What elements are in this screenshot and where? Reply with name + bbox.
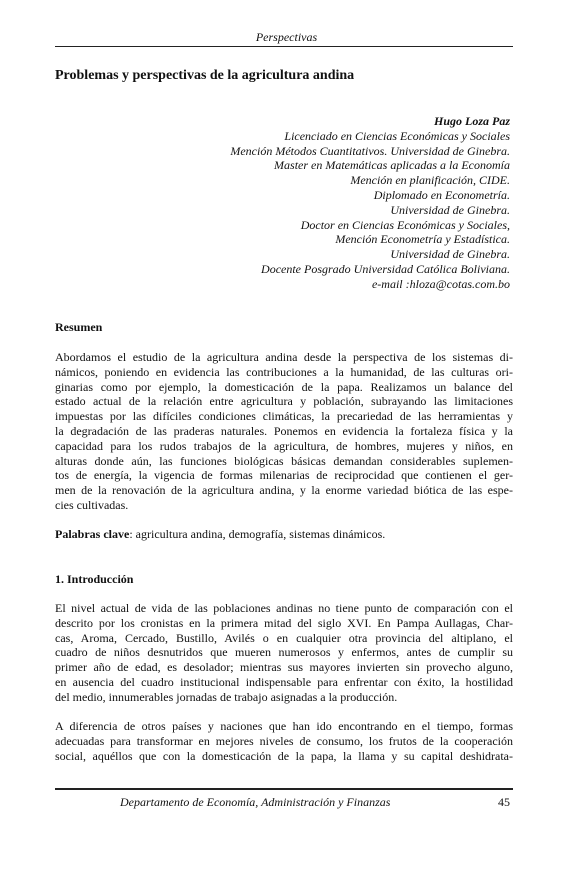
author-credential-line: Master en Matemáticas aplicadas a la Economía [274,158,510,173]
text-line: tos de energía, la vigencia de formas milenarias de reciprocidad que contienen el ger- [55,468,513,483]
text-line: El nivel actual de vida de las poblaciones andinas no tiene punto de comparación con el [55,601,513,615]
footer-department: Departamento de Economía, Administración y Finanzas [120,795,391,809]
introduction-paragraph-1 [55,601,513,705]
text-line: men de la renovación de la agricultura andina, y la enorme variedad biótica de las espe- [55,483,513,498]
text-line: primer año de edad, es desolador; mientras sus mayores invierten sin provecho alguno, [55,660,513,675]
author-name: Hugo Loza Paz [433,114,510,128]
introduction-paragraph-2 [55,719,513,763]
text-line: cies cultivadas. [55,497,129,512]
text-line: social, aquéllos que con la domesticación de la papa, la llama y su capital deshidrata- [55,748,513,763]
author-credential-line: Mención Métodos Cuantitativos. Universidad de Ginebra. [230,143,510,158]
author-credential-line: Mención en planificación, CIDE. [350,173,510,188]
abstract-text [55,350,513,513]
author-credential-line: Doctor en Ciencias Económicas y Sociales, [300,217,510,232]
text-line: en ausencia del cuadro institucional indispensable para enfrentar con éxito, la hostilidad [55,674,513,689]
introduction-heading: 1. Introducción [55,572,134,586]
keywords-label: Palabras clave [55,527,130,541]
author-credential-line: Universidad de Ginebra. [390,247,510,262]
text-line: Abordamos el estudio de la agricultura andina desde la perspectiva de los sistemas di- [55,350,513,364]
abstract-heading: Resumen [55,320,103,334]
author-credential-line: Licenciado en Ciencias Económicas y Sociales [284,128,510,143]
text-line: la degradación de las praderas naturales. Ponemos en evidencia la fortaleza física y la [55,423,513,438]
text-line: impuestas por las difíciles condiciones climáticas, la precariedad de las herramientas y [55,409,513,424]
text-line: cuadro de niños desnutridos que mueren numerosos y enfermos, antes de cumplir su [55,645,513,660]
page-number: 45 [498,795,510,809]
author-credential-line: Diplomado en Econometría. [373,187,510,202]
author-credentials [230,129,510,292]
running-header: Perspectivas [255,30,318,44]
header-divider [55,46,513,47]
author-credential-line: e-mail :hloza@cotas.com.bo [371,276,510,291]
author-block [230,114,510,292]
text-line: del medio, innumerables jornadas de trabajo asignadas a la producción. [55,689,398,704]
text-line: alturas donde aún, las funciones biológicas básicas demandan considerables suplemen- [55,453,513,468]
author-credential-line: Docente Posgrado Universidad Católica Boliviana. [261,261,510,276]
text-line: ginarias como por ejemplo, la domesticación de la papa. Realizamos un balance del [55,379,513,394]
keywords-text: : agricultura andina, demografía, sistemas dinámicos. [129,527,386,541]
author-credential-line: Mención Econometría y Estadística. [335,232,510,247]
text-line: adecuadas para transformar en mejores niveles de consumo, los frutos de la cooperación [55,733,513,748]
text-line: descrito por los cronistas en la primera mitad del siglo XVI. En Pampa Aullagas, Char- [55,615,513,630]
text-line: estado actual de la relación entre agricultura y población, subrayando las limitaciones [55,394,513,409]
text-line: capacidad para los rudos trabajos de la agricultura, de hombres, mujeres y niños, en [55,438,513,453]
author-credential-line: Universidad de Ginebra. [390,202,510,217]
keywords [55,527,385,542]
article-title: Problemas y perspectivas de la agricultura andina [55,68,355,83]
text-line: A diferencia de otros países y naciones que han ido encontrando en el tiempo, formas [55,719,513,733]
text-line: námicos, poniendo en evidencia las contribuciones a la humanidad, de las culturas ori- [55,364,513,379]
text-line: cas, Aroma, Cercado, Bustillo, Avilés o en cualquier otra provincia del altiplano, el [55,630,513,645]
footer-divider [55,788,513,790]
